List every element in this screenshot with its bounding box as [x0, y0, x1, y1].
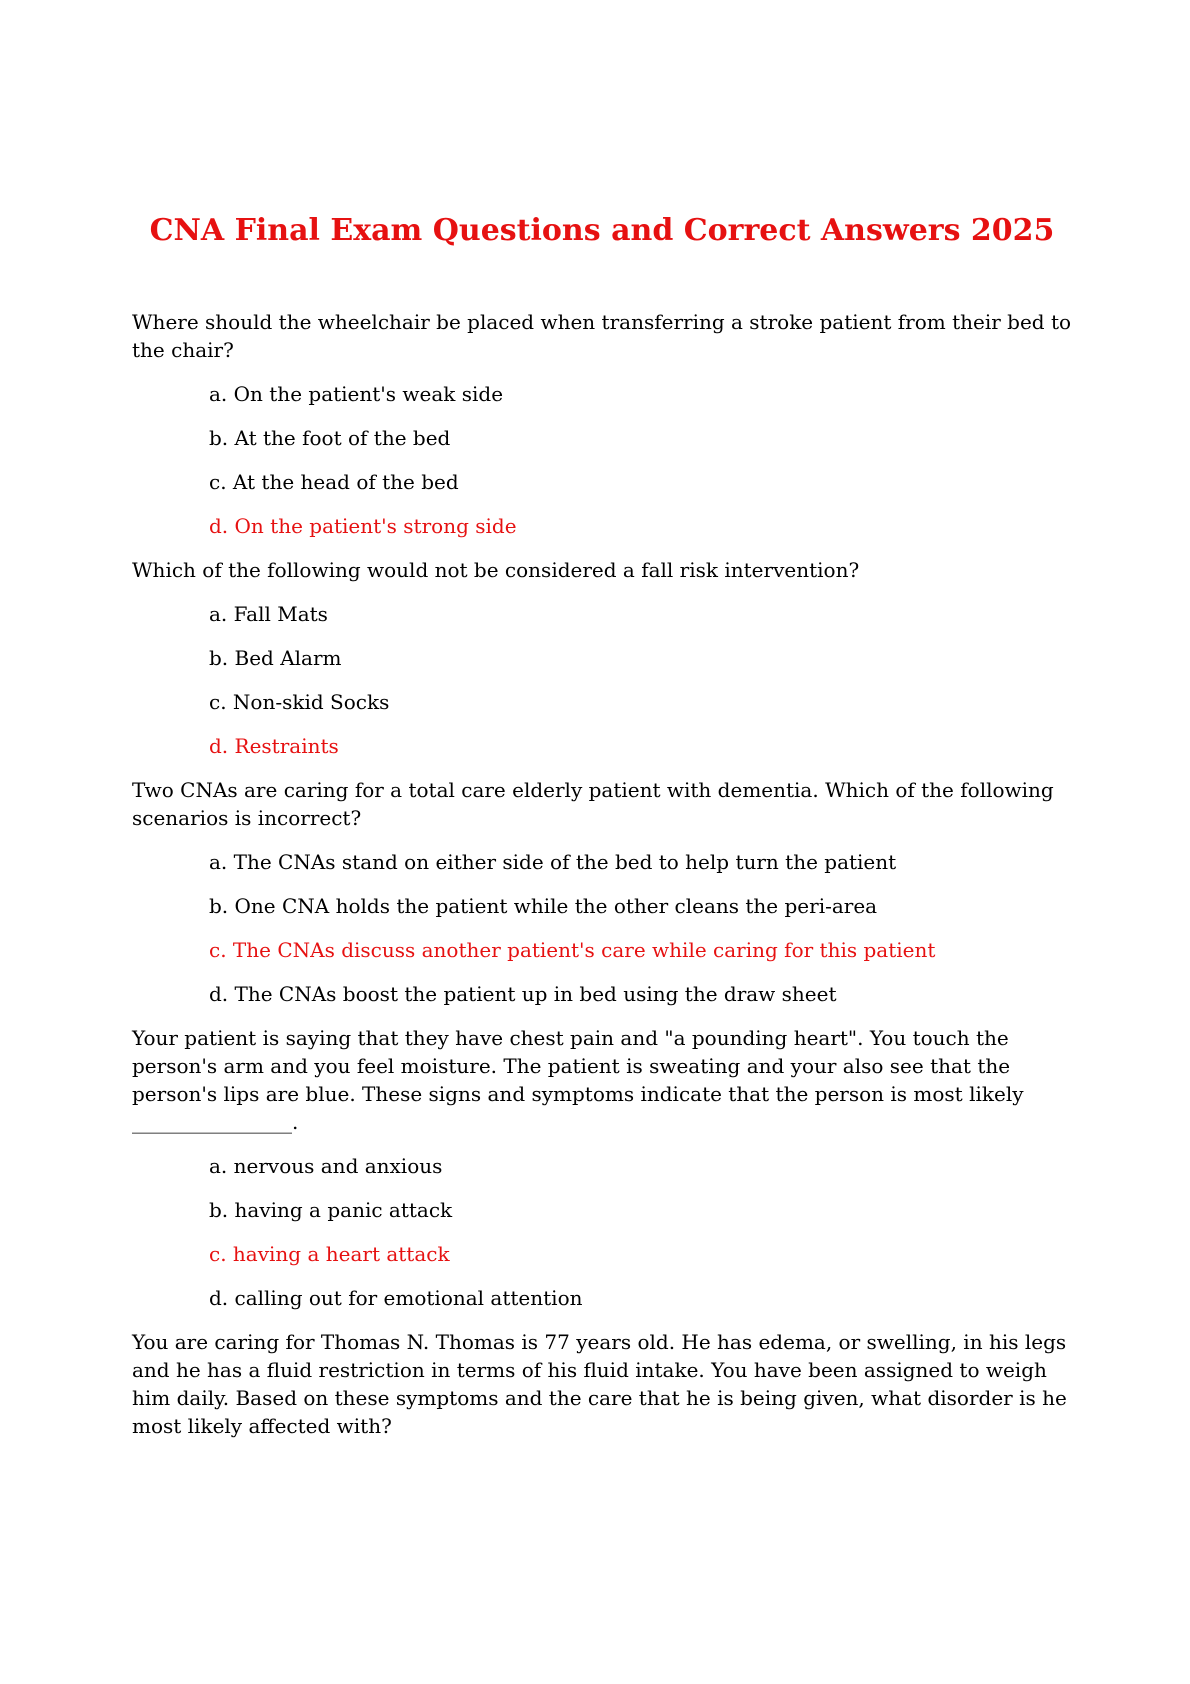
question-3-option-c: c. The CNAs discuss another patient's care while caring for this patient — [209, 938, 936, 962]
document-title: CNA Final Exam Questions and Correct Answers 2025 — [149, 213, 1055, 248]
question-1-option-d: d. On the patient's strong side — [209, 514, 517, 538]
question-4 — [132, 1024, 1072, 1312]
question-2-text: Which of the following would not be considered a fall risk intervention? — [132, 558, 860, 582]
question-4-option-d: d. calling out for emotional attention — [209, 1286, 583, 1310]
question-3-option-d: d. The CNAs boost the patient up in bed using the draw sheet — [209, 982, 837, 1006]
question-4-option-c: c. having a heart attack — [209, 1242, 450, 1266]
question-3-option-a: a. The CNAs stand on either side of the bed to help turn the patient — [209, 850, 897, 874]
question-1-option-a: a. On the patient's weak side — [209, 382, 504, 406]
question-1-option-b: b. At the foot of the bed — [209, 426, 451, 450]
question-3-text: Two CNAs are caring for a total care elderly patient with dementia. Which of the following scenarios is incorrect? — [132, 778, 1054, 830]
question-3-option-b: b. One CNA holds the patient while the other cleans the peri-area — [209, 894, 878, 918]
question-1-text: Where should the wheelchair be placed when transferring a stroke patient from their bed to the chair? — [132, 310, 1072, 362]
question-2-option-c: c. Non-skid Socks — [209, 690, 390, 714]
question-4-option-a: a. nervous and anxious — [209, 1154, 443, 1178]
question-1 — [132, 308, 1072, 540]
question-2 — [132, 556, 1072, 760]
question-2-option-b: b. Bed Alarm — [209, 646, 342, 670]
question-4-option-b: b. having a panic attack — [209, 1198, 453, 1222]
question-3 — [132, 776, 1072, 1008]
question-5-text: You are caring for Thomas N. Thomas is 77 years old. He has edema, or swelling, in his legs and he has a fluid restriction in terms of his fluid intake. You have been assigned to weigh him daily. Based on these symptoms and the care that he is being given, what disorder is he most likely affected with? — [132, 1330, 1067, 1438]
question-1-option-c: c. At the head of the bed — [209, 470, 459, 494]
question-2-option-a: a. Fall Mats — [209, 602, 328, 626]
question-5 — [132, 1328, 1072, 1440]
question-4-text: Your patient is saying that they have chest pain and "a pounding heart". You touch the person's arm and you feel moisture. The patient is sweating and your also see that the person's lips are blue. These signs and symptoms indicate that the person is most likely ________________. — [132, 1026, 1024, 1134]
question-2-option-d: d. Restraints — [209, 734, 339, 758]
